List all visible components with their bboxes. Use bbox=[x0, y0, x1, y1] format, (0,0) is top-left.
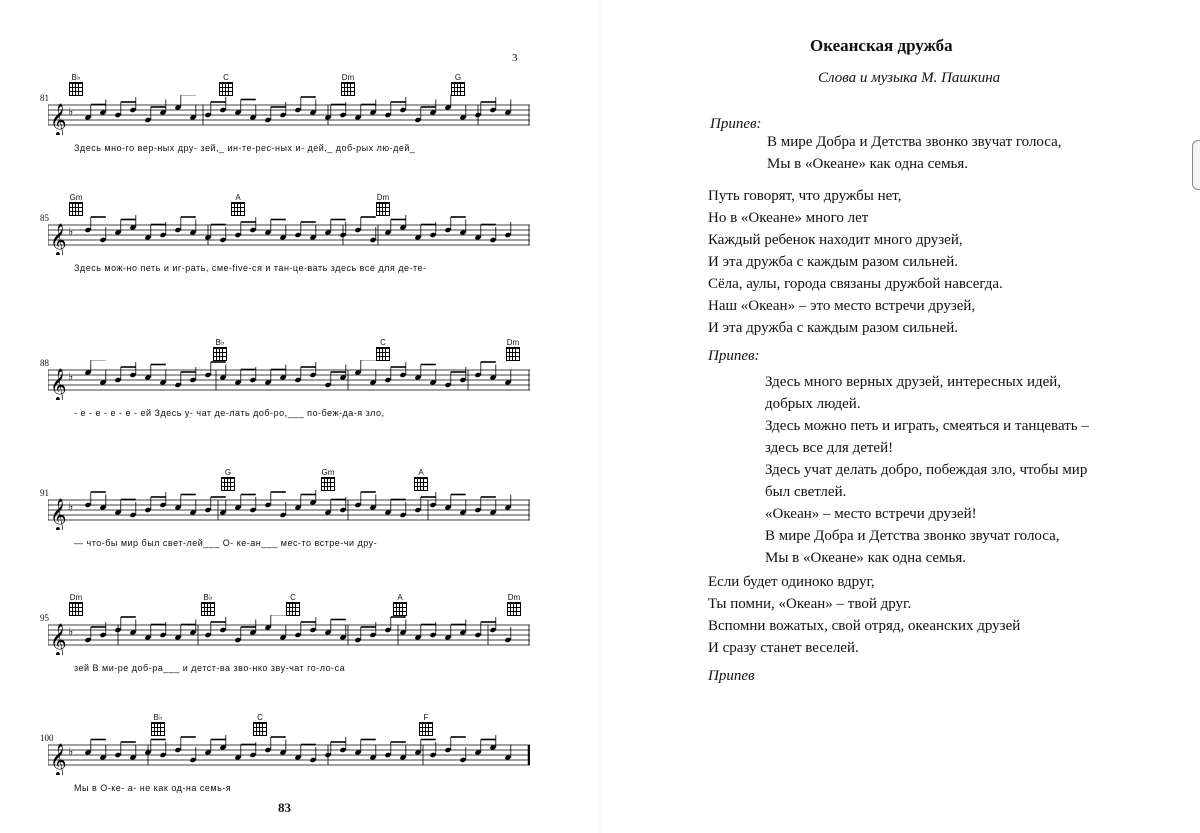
verse-line: Вспомни вожатых, свой отряд, океанских друзей bbox=[708, 618, 1021, 634]
measure-number: 81 bbox=[40, 93, 49, 103]
page-number: 83 bbox=[278, 800, 291, 815]
chord-grid-icon bbox=[451, 82, 465, 96]
chord-grid-icon bbox=[231, 202, 245, 216]
treble-clef-icon: 𝄞 bbox=[50, 498, 67, 530]
music-system bbox=[40, 715, 530, 795]
treble-clef-icon: 𝄞 bbox=[50, 223, 67, 255]
chord-diagram bbox=[506, 593, 522, 616]
chorus-line: был светлей. bbox=[765, 484, 847, 500]
chord-grid-icon bbox=[507, 602, 521, 616]
chord-diagram bbox=[200, 593, 216, 616]
treble-clef-icon: 𝄞 bbox=[50, 368, 67, 400]
chord-name: C bbox=[223, 73, 229, 82]
verse-line: И сразу станет веселей. bbox=[708, 640, 859, 656]
verse-line: Сёла, аулы, города связаны дружбой навсегда. bbox=[708, 276, 1003, 292]
chord-name: B♭ bbox=[203, 593, 213, 602]
chorus-line: добрых людей. bbox=[765, 396, 861, 412]
measure-number: 95 bbox=[40, 613, 49, 623]
song-credits: Слова и музыка М. Пашкина bbox=[818, 70, 1001, 86]
chord-name: B♭ bbox=[215, 338, 225, 347]
music-lyrics: Здесь мож-но петь и иг-рать, сме-five-ся и тан-це-вать здесь все для де-те- bbox=[74, 263, 427, 273]
chord-diagram bbox=[218, 73, 234, 96]
chord-name: F bbox=[423, 713, 429, 722]
chord-grid-icon bbox=[419, 722, 433, 736]
chorus-line: Здесь учат делать добро, побеждая зло, чтобы мир bbox=[765, 462, 1088, 478]
chorus-label: Припев: bbox=[710, 116, 762, 132]
chord-diagram bbox=[68, 593, 84, 616]
chord-grid-icon bbox=[414, 477, 428, 491]
key-signature-flat-icon: ♭ bbox=[68, 105, 74, 118]
chorus-label: Припев: bbox=[708, 348, 760, 364]
music-staff bbox=[48, 615, 530, 655]
small-page-marker: 3 bbox=[512, 52, 518, 64]
chord-diagram bbox=[320, 468, 336, 491]
music-lyrics: — что-бы мир был свет-лей___ О- ке-ан___ мес-то встре-чи дру- bbox=[74, 538, 378, 548]
chord-grid-icon bbox=[221, 477, 235, 491]
chord-diagram bbox=[505, 338, 521, 361]
chord-diagram bbox=[68, 73, 84, 96]
chord-grid-icon bbox=[376, 202, 390, 216]
verse-line: Наш «Океан» – это место встречи друзей, bbox=[708, 298, 976, 314]
chorus-line: Мы в «Океане» как одна семья. bbox=[767, 156, 969, 172]
chord-name: Gm bbox=[69, 193, 83, 202]
key-signature-flat-icon: ♭ bbox=[68, 370, 74, 383]
chord-diagram bbox=[220, 468, 236, 491]
chord-diagram bbox=[150, 713, 166, 736]
chord-name: B♭ bbox=[71, 73, 81, 82]
chord-grid-icon bbox=[286, 602, 300, 616]
chord-grid-icon bbox=[213, 347, 227, 361]
verse-line: Ты помни, «Океан» – твой друг. bbox=[708, 596, 912, 612]
chord-name: B♭ bbox=[153, 713, 163, 722]
chorus-line: В мире Добра и Детства звонко звучат голоса, bbox=[765, 528, 1060, 544]
chord-diagram bbox=[285, 593, 301, 616]
chord-diagram bbox=[230, 193, 246, 216]
chord-name: C bbox=[290, 593, 296, 602]
chord-name: C bbox=[380, 338, 386, 347]
measure-number: 85 bbox=[40, 213, 49, 223]
verse-line: Каждый ребенок находит много друзей, bbox=[708, 232, 963, 248]
verse-line: И эта дружба с каждым разом сильней. bbox=[708, 254, 958, 270]
verse-line: И эта дружба с каждым разом сильней. bbox=[708, 320, 958, 336]
chorus-line: Мы в «Океане» как одна семья. bbox=[765, 550, 967, 566]
chord-grid-icon bbox=[341, 82, 355, 96]
music-lyrics: - е - е - е - е - ей Здесь у- чат де-лать доб-ро,___ по-беж-да-я зло, bbox=[74, 408, 385, 418]
treble-clef-icon: 𝄞 bbox=[50, 743, 67, 775]
chord-grid-icon bbox=[69, 82, 83, 96]
chord-diagram bbox=[450, 73, 466, 96]
music-lyrics: Здесь мно-го вер-ных дру- зей,_ ин-те-рес-ных и- дей,_ доб-рых лю-дей_ bbox=[74, 143, 416, 153]
chord-diagram bbox=[212, 338, 228, 361]
measure-number: 100 bbox=[40, 733, 54, 743]
chord-grid-icon bbox=[151, 722, 165, 736]
chord-grid-icon bbox=[321, 477, 335, 491]
music-system bbox=[40, 340, 530, 420]
chorus-line: В мире Добра и Детства звонко звучат голоса, bbox=[767, 134, 1062, 150]
chorus-line: «Океан» – место встречи друзей! bbox=[765, 506, 977, 522]
lyrics-page bbox=[600, 0, 1200, 833]
chord-diagram bbox=[252, 713, 268, 736]
chord-diagram bbox=[68, 193, 84, 216]
chord-grid-icon bbox=[376, 347, 390, 361]
chord-name: G bbox=[454, 73, 462, 82]
verse-line: Но в «Океане» много лет bbox=[708, 210, 869, 226]
chord-diagram bbox=[413, 468, 429, 491]
chord-name: Dm bbox=[507, 593, 521, 602]
chorus-label: Припев bbox=[708, 668, 755, 684]
chord-diagram bbox=[375, 338, 391, 361]
chord-grid-icon bbox=[69, 602, 83, 616]
chord-name: A bbox=[397, 593, 403, 602]
chord-name: Dm bbox=[341, 73, 355, 82]
chord-name: Gm bbox=[321, 468, 335, 477]
music-system bbox=[40, 595, 530, 675]
music-staff bbox=[48, 735, 530, 775]
chord-grid-icon bbox=[201, 602, 215, 616]
music-staff bbox=[48, 95, 530, 135]
music-staff bbox=[48, 360, 530, 400]
key-signature-flat-icon: ♭ bbox=[68, 625, 74, 638]
chord-diagram bbox=[375, 193, 391, 216]
music-lyrics: Мы в О-ке- а- не как од-на семь-я bbox=[74, 783, 232, 793]
music-system bbox=[40, 75, 530, 155]
chord-name: Dm bbox=[376, 193, 390, 202]
treble-clef-icon: 𝄞 bbox=[50, 623, 67, 655]
chord-diagram bbox=[392, 593, 408, 616]
measure-number: 88 bbox=[40, 358, 49, 368]
chord-name: Dm bbox=[506, 338, 520, 347]
music-system bbox=[40, 470, 530, 550]
song-title: Океанская дружба bbox=[810, 36, 953, 55]
chord-grid-icon bbox=[219, 82, 233, 96]
chorus-line: Здесь много верных друзей, интересных идей, bbox=[765, 374, 1062, 390]
verse-line: Если будет одиноко вдруг, bbox=[708, 574, 875, 590]
measure-number: 91 bbox=[40, 488, 49, 498]
chord-name: A bbox=[235, 193, 241, 202]
music-staff bbox=[48, 215, 530, 255]
chord-name: Dm bbox=[69, 593, 83, 602]
key-signature-flat-icon: ♭ bbox=[68, 500, 74, 513]
chord-grid-icon bbox=[253, 722, 267, 736]
chord-diagram bbox=[418, 713, 434, 736]
music-system bbox=[40, 195, 530, 275]
chord-name: C bbox=[257, 713, 263, 722]
verse-line: Путь говорят, что дружбы нет, bbox=[708, 188, 902, 204]
page-tab-marker bbox=[1192, 140, 1200, 190]
treble-clef-icon: 𝄞 bbox=[50, 103, 67, 135]
chord-name: A bbox=[418, 468, 424, 477]
chord-grid-icon bbox=[69, 202, 83, 216]
key-signature-flat-icon: ♭ bbox=[68, 745, 74, 758]
chorus-line: Здесь можно петь и играть, смеяться и танцевать – bbox=[765, 418, 1089, 434]
chord-grid-icon bbox=[393, 602, 407, 616]
music-staff bbox=[48, 490, 530, 530]
chord-diagram bbox=[340, 73, 356, 96]
chorus-line: здесь все для детей! bbox=[765, 440, 894, 456]
key-signature-flat-icon: ♭ bbox=[68, 225, 74, 238]
music-lyrics: зей В ми-ре доб-ра___ и детст-ва зво-нко зву-чат го-ло-са bbox=[74, 663, 346, 673]
chord-grid-icon bbox=[506, 347, 520, 361]
chord-name: G bbox=[224, 468, 232, 477]
